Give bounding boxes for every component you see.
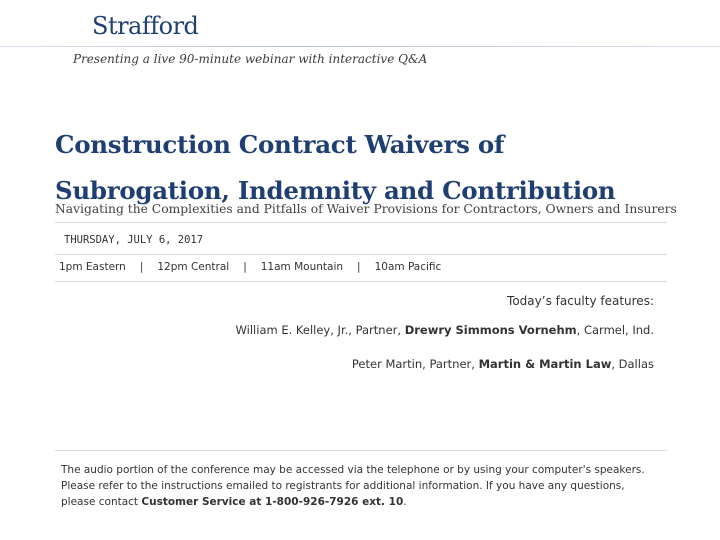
webinar-title <box>55 122 695 214</box>
audio-instructions <box>61 462 661 510</box>
audio-instructions-text: The audio portion of the conference may be accessed via the telephone or by using your computer's speakers. Please refer to the instructions emailed to registrants for additional information. If you have any questions, please contact <box>61 464 645 508</box>
subtitle-divider <box>55 222 667 223</box>
header-divider <box>0 46 720 47</box>
webinar-date: THURSDAY, JULY 6, 2017 <box>64 234 204 246</box>
time-pacific: 10am Pacific <box>374 261 442 273</box>
time-separator: | <box>357 261 361 273</box>
time-mountain: 11am Mountain <box>260 261 344 273</box>
speaker-2-location: , Dallas <box>611 357 654 371</box>
time-eastern: 1pm Eastern <box>59 261 126 273</box>
audio-instructions-end: . <box>403 496 407 508</box>
date-divider <box>55 254 667 255</box>
time-zones <box>59 261 441 273</box>
footer-divider <box>55 450 667 451</box>
speaker-1-firm: Drewry Simmons Vornehm <box>404 323 577 337</box>
title-line-1: Construction Contract Waivers of <box>55 130 505 159</box>
title-line-2: Subrogation, Indemnity and Contribution <box>55 176 616 205</box>
speaker-2 <box>352 357 654 371</box>
time-separator: | <box>243 261 247 273</box>
speaker-1-name-role: William E. Kelley, Jr., Partner, <box>235 323 405 337</box>
faculty-heading: Today’s faculty features: <box>507 294 654 308</box>
time-central: 12pm Central <box>157 261 230 273</box>
speaker-2-firm: Martin & Martin Law <box>478 357 612 371</box>
tagline: Presenting a live 90-minute webinar with interactive Q&A <box>73 52 428 66</box>
time-separator: | <box>139 261 144 273</box>
strafford-logo: Strafford <box>92 12 199 40</box>
webinar-subtitle: Navigating the Complexities and Pitfalls of Waiver Provisions for Contractors, Owners and Insurers <box>55 202 677 216</box>
speaker-1 <box>236 323 654 337</box>
customer-service-contact: Customer Service at 1-800-926-7926 ext. 10 <box>141 496 404 508</box>
times-divider <box>55 281 667 282</box>
speaker-2-name-role: Peter Martin, Partner, <box>351 357 479 371</box>
speaker-1-location: , Carmel, Ind. <box>576 323 654 337</box>
